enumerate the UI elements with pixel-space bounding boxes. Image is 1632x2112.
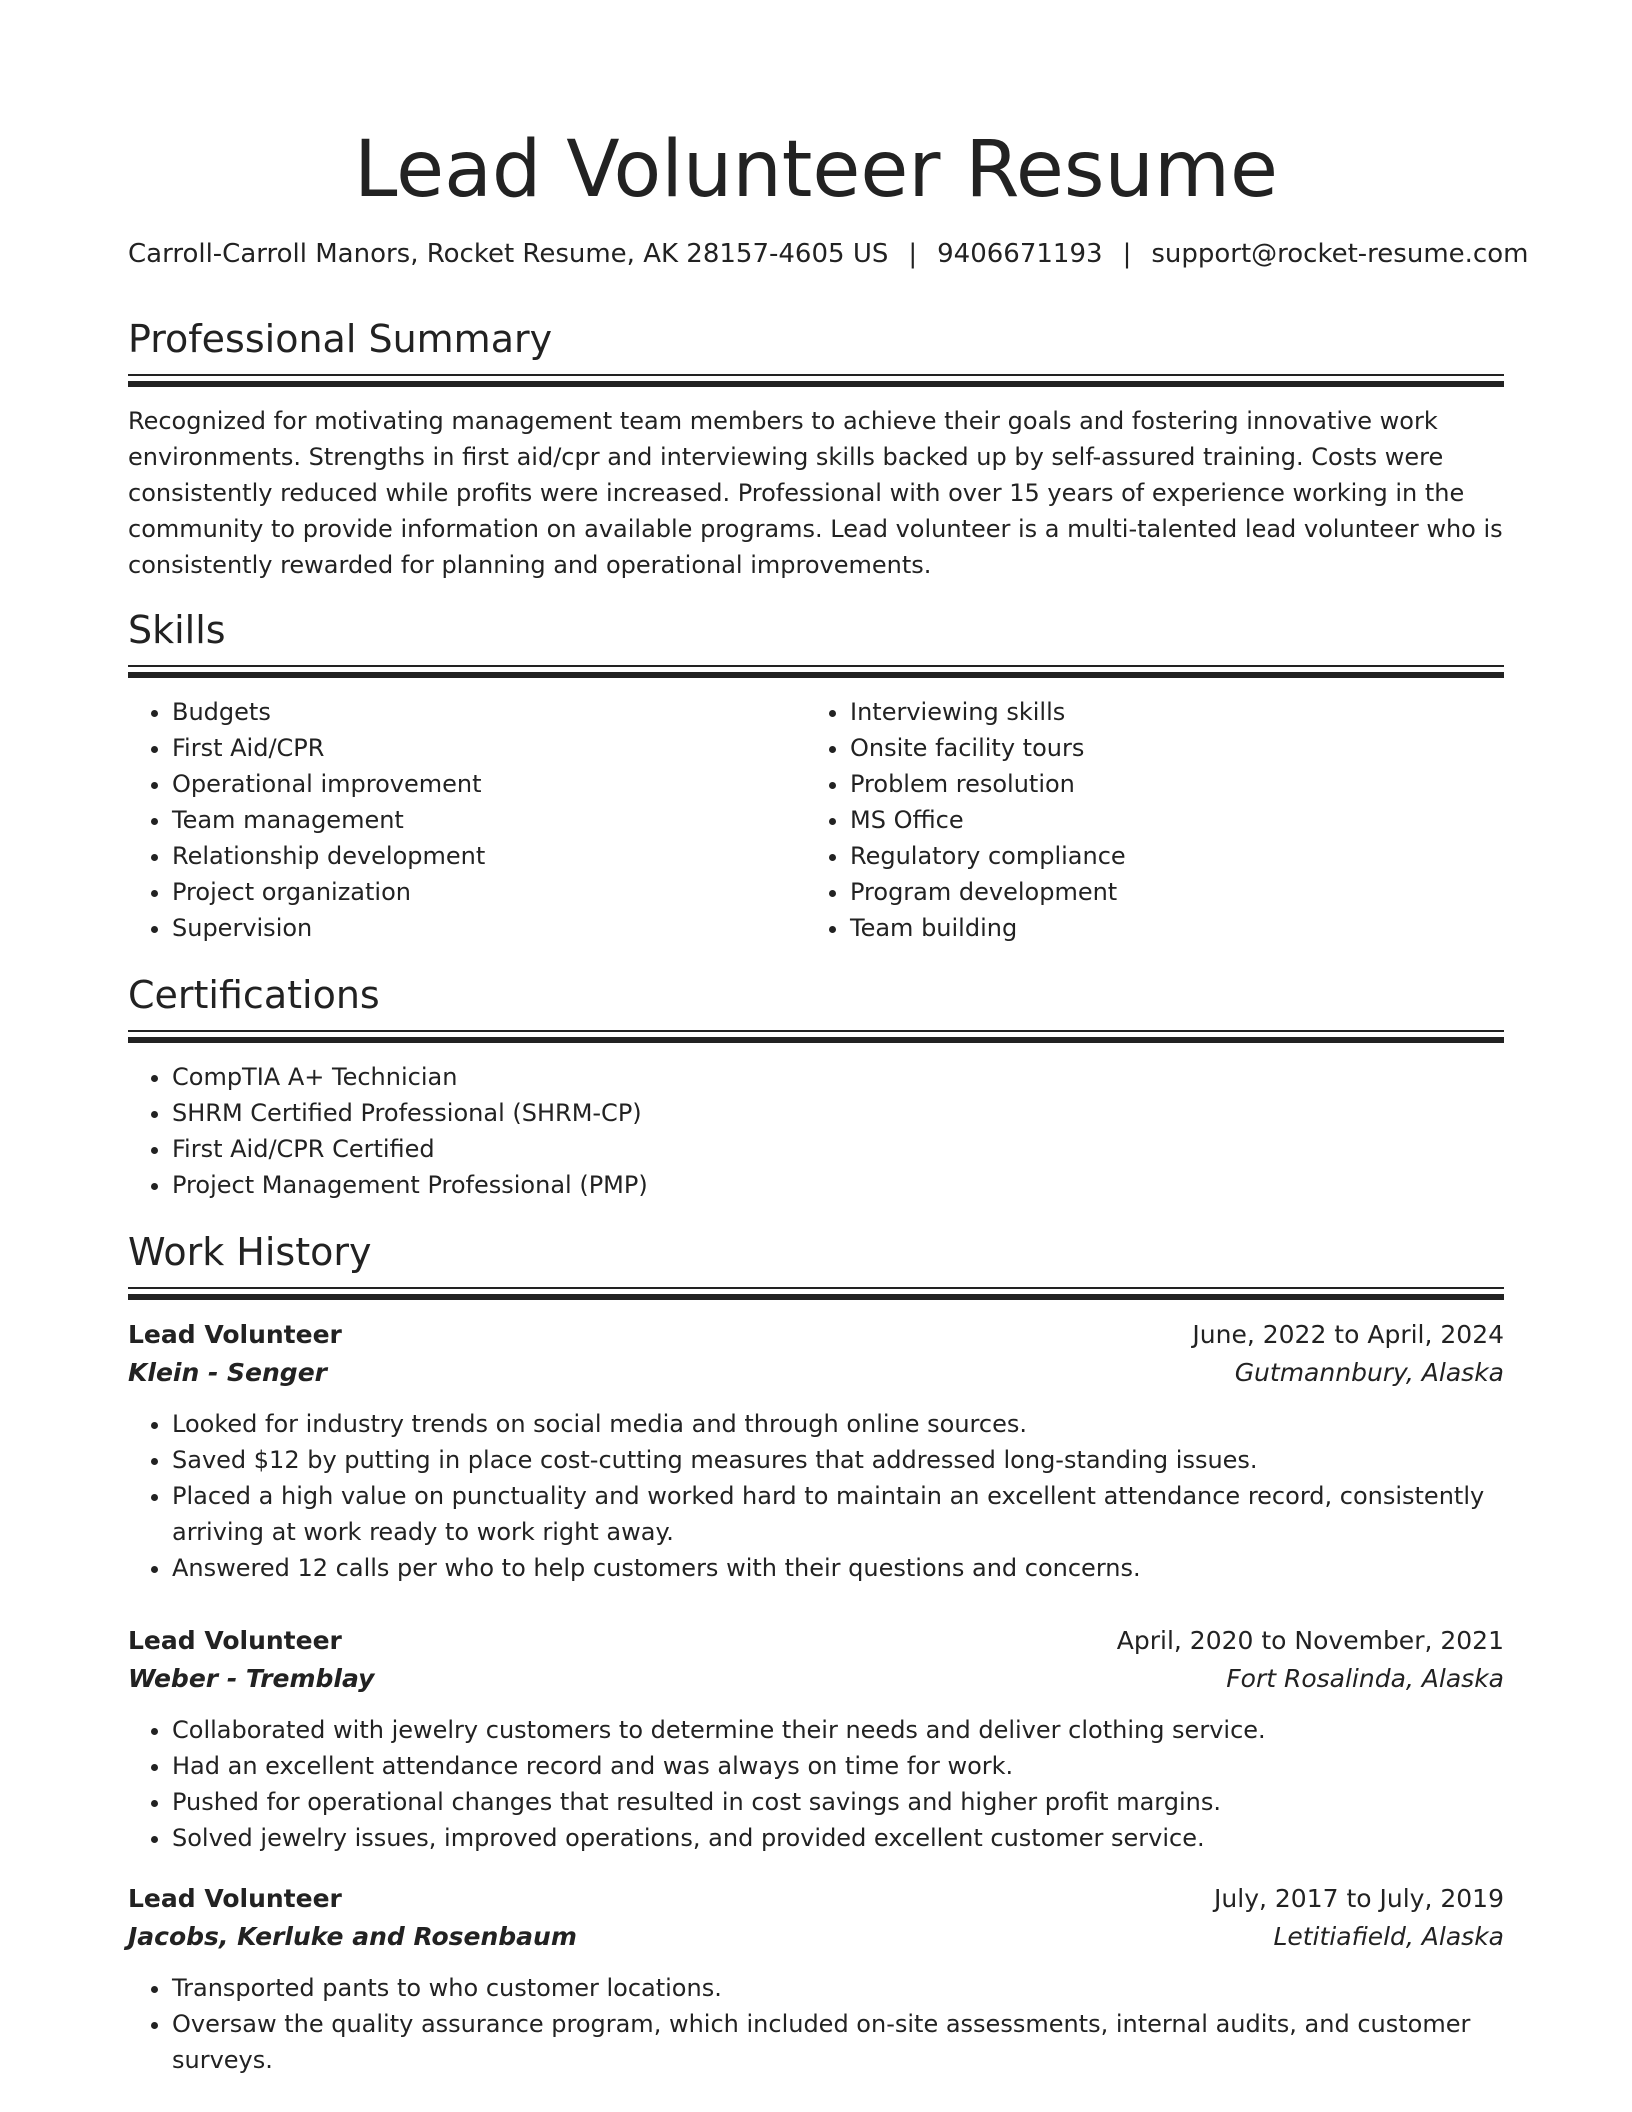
job-company: Klein - Senger [128,1358,327,1387]
skills-list-right [806,694,1484,946]
skill-item: • Program development [850,874,1484,910]
skill-item: • First Aid/CPR [172,730,806,766]
job-location: Gutmannbury, Alaska [1234,1358,1504,1387]
contact-line [128,236,1529,272]
resume-page [128,0,1529,2078]
skill-item: • Relationship development [172,838,806,874]
skill-item: • Supervision [172,910,806,946]
section-divider [128,374,1504,376]
resume-title: Lead Volunteer Resume [354,125,1278,215]
job-title: Lead Volunteer [128,1884,342,1913]
job-company: Jacobs, Kerluke and Rosenbaum [128,1922,577,1951]
job-header [128,1316,1504,1354]
job-bullet: • Placed a high value on punctuality and worked hard to maintain an excellent attendance record, consistently arriving at work ready to work right away. [172,1478,1504,1550]
job-subheader [128,1660,1504,1698]
section-divider [128,1030,1504,1032]
job-location: Fort Rosalinda, Alaska [1226,1664,1504,1693]
job-bullet: • Oversaw the quality assurance program, which included on-site assessments, internal audits, and customer surveys. [172,2006,1504,2078]
skills-section [128,607,1504,946]
skill-item: • Team management [172,802,806,838]
job-subheader [128,1918,1504,1956]
contact-email: support@rocket-resume.com [1151,239,1529,269]
skills-list-left [128,694,806,946]
job-entry [128,1622,1504,1856]
job-bullet: • Pushed for operational changes that resulted in cost savings and higher profit margins. [172,1784,1504,1820]
certification-item: • First Aid/CPR Certified [172,1131,1504,1167]
section-heading-summary: Professional Summary [128,317,553,361]
contact-separator: | [908,239,918,269]
section-divider [128,665,1504,667]
summary-text: Recognized for motivating management team members to achieve their goals and fostering innovative work environments. Strengths in first aid/cpr and interviewing skills backed up by self-assured training. Costs were consistently reduced while profits were increased. Professional with over 15 years of experience working in the community to provide information on available programs. Lead volunteer is a multi-talented lead volunteer who is consistently rewarded for planning and operational improvements. [128,407,1503,579]
section-divider [128,1287,1504,1289]
job-subheader [128,1354,1504,1392]
job-dates: June, 2022 to April, 2024 [1192,1320,1504,1349]
job-bullet: • Saved $12 by putting in place cost-cutting measures that addressed long-standing issues. [172,1442,1504,1478]
section-divider [128,381,1504,387]
skill-item: • Regulatory compliance [850,838,1484,874]
skill-item: • Problem resolution [850,766,1484,802]
job-location: Letitiafield, Alaska [1273,1922,1504,1951]
job-entry [128,1880,1504,2078]
job-title: Lead Volunteer [128,1626,342,1655]
section-divider [128,1294,1504,1300]
contact-address: Carroll-Carroll Manors, Rocket Resume, AK 28157-4605 US [128,239,889,269]
job-title: Lead Volunteer [128,1320,342,1349]
skill-item: • Onsite facility tours [850,730,1484,766]
certification-item: • Project Management Professional (PMP) [172,1167,1504,1203]
skill-item: • Project organization [172,874,806,910]
skill-item: • Interviewing skills [850,694,1484,730]
job-bullet: • Collaborated with jewelry customers to determine their needs and deliver clothing service. [172,1712,1504,1748]
skill-item: • Team building [850,910,1484,946]
job-header [128,1622,1504,1660]
skill-item: • MS Office [850,802,1484,838]
section-heading-work-history: Work History [128,1230,372,1274]
job-dates: July, 2017 to July, 2019 [1214,1884,1504,1913]
certification-item: • SHRM Certified Professional (SHRM-CP) [172,1095,1504,1131]
section-heading-skills: Skills [128,608,226,652]
certifications-section [128,972,1504,1203]
section-divider [128,1037,1504,1043]
job-dates: April, 2020 to November, 2021 [1116,1626,1504,1655]
skills-grid [128,678,1504,946]
job-bullet: • Solved jewelry issues, improved operations, and provided excellent customer service. [172,1820,1504,1856]
skill-item: • Budgets [172,694,806,730]
summary-section [128,316,1504,583]
skill-item: • Operational improvement [172,766,806,802]
section-heading-certifications: Certifications [128,973,380,1017]
job-bullets [128,1712,1504,1856]
job-header [128,1880,1504,1918]
job-bullet: • Had an excellent attendance record and was always on time for work. [172,1748,1504,1784]
job-bullets [128,1406,1504,1586]
contact-separator: | [1122,239,1132,269]
job-bullet: • Looked for industry trends on social media and through online sources. [172,1406,1504,1442]
job-bullets [128,1970,1504,2078]
job-bullet: • Answered 12 calls per who to help customers with their questions and concerns. [172,1550,1504,1586]
work-history-section [128,1229,1504,2078]
contact-phone: 9406671193 [937,239,1103,269]
certification-item: • CompTIA A+ Technician [172,1059,1504,1095]
certifications-list [128,1059,1504,1203]
job-bullet: • Transported pants to who customer locations. [172,1970,1504,2006]
job-entry [128,1316,1504,1586]
job-company: Weber - Tremblay [128,1664,375,1693]
